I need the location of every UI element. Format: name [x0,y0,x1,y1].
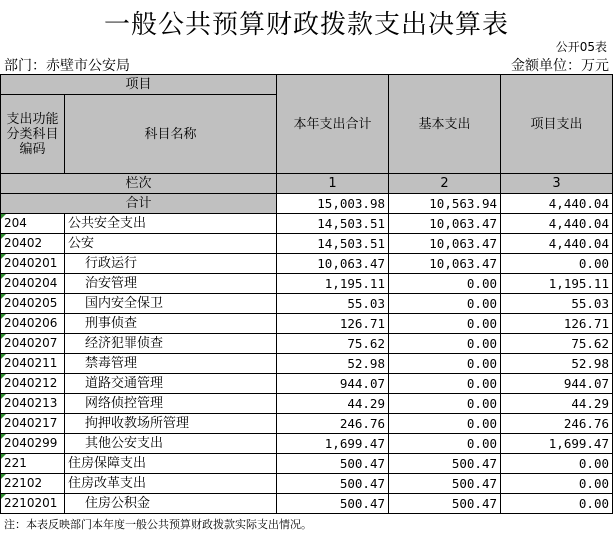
row-code: 20402 [1,234,65,254]
row-project: 0.00 [501,474,613,494]
header-col3: 3 [501,174,613,194]
row-basic: 0.00 [389,414,501,434]
row-project: 0.00 [501,454,613,474]
row-code: 2040201 [1,254,65,274]
row-name: 国内安全保卫 [65,294,277,314]
row-name: 其他公安支出 [65,434,277,454]
row-basic: 0.00 [389,314,501,334]
row-project: 75.62 [501,334,613,354]
table-row [1,414,613,434]
row-code: 2040217 [1,414,65,434]
row-project: 55.03 [501,294,613,314]
row-name: 刑事侦查 [65,314,277,334]
row-basic: 500.47 [389,454,501,474]
row-name: 住房公积金 [65,494,277,514]
row-project: 944.07 [501,374,613,394]
row-basic: 0.00 [389,294,501,314]
table-row [1,334,613,354]
row-project: 4,440.04 [501,214,613,234]
row-total: 1,195.11 [277,274,389,294]
table-row [1,434,613,454]
row-project: 246.76 [501,414,613,434]
total-project: 4,440.04 [501,194,613,214]
row-total: 52.98 [277,354,389,374]
row-project: 44.29 [501,394,613,414]
row-name: 禁毒管理 [65,354,277,374]
header-project: 项目 [1,75,277,95]
table-row [1,354,613,374]
total-label: 合计 [1,194,277,214]
header-basic: 基本支出 [389,75,501,174]
row-code: 2040207 [1,334,65,354]
row-project: 126.71 [501,314,613,334]
header-col1: 1 [277,174,389,194]
row-basic: 0.00 [389,434,501,454]
table-row [1,474,613,494]
row-total: 10,063.47 [277,254,389,274]
row-project: 4,440.04 [501,234,613,254]
row-project: 0.00 [501,254,613,274]
header-col2: 2 [389,174,501,194]
table-row [1,254,613,274]
table-row [1,394,613,414]
row-name: 治安管理 [65,274,277,294]
row-total: 14,503.51 [277,234,389,254]
row-name: 公安 [65,234,277,254]
row-total: 75.62 [277,334,389,354]
header-name: 科目名称 [65,95,277,174]
row-name: 住房保障支出 [65,454,277,474]
row-code: 2040213 [1,394,65,414]
department-label: 部门：赤壁市公安局 [4,58,130,74]
row-basic: 10,063.47 [389,254,501,274]
table-row [1,294,613,314]
footnote: 注：本表反映部门本年度一般公共预算财政拨款实际支出情况。 [4,518,312,531]
row-code: 22102 [1,474,65,494]
row-code: 2040211 [1,354,65,374]
row-name: 经济犯罪侦查 [65,334,277,354]
row-basic: 500.47 [389,474,501,494]
row-code: 2040205 [1,294,65,314]
row-code: 221 [1,454,65,474]
row-name: 行政运行 [65,254,277,274]
row-total: 246.76 [277,414,389,434]
row-total: 44.29 [277,394,389,414]
header-total: 本年支出合计 [277,75,389,174]
table-row [1,494,613,514]
row-code: 2210201 [1,494,65,514]
row-basic: 0.00 [389,374,501,394]
row-basic: 10,063.47 [389,234,501,254]
header-code: 支出功能分类科目编码 [1,95,65,174]
row-total: 126.71 [277,314,389,334]
row-total: 14,503.51 [277,214,389,234]
row-code: 2040204 [1,274,65,294]
row-project: 52.98 [501,354,613,374]
row-basic: 0.00 [389,274,501,294]
table-row [1,374,613,394]
row-total: 500.47 [277,474,389,494]
table-row [1,454,613,474]
total-basic: 10,563.94 [389,194,501,214]
row-code: 204 [1,214,65,234]
row-basic: 500.47 [389,494,501,514]
row-total: 1,699.47 [277,434,389,454]
row-project: 0.00 [501,494,613,514]
row-project: 1,195.11 [501,274,613,294]
row-name: 网络侦控管理 [65,394,277,414]
table-row [1,274,613,294]
row-total: 500.47 [277,454,389,474]
total-row [1,194,613,214]
row-name: 住房改革支出 [65,474,277,494]
row-code: 2040299 [1,434,65,454]
row-total: 944.07 [277,374,389,394]
row-name: 拘押收教场所管理 [65,414,277,434]
table-row [1,314,613,334]
row-project: 1,699.47 [501,434,613,454]
row-total: 55.03 [277,294,389,314]
row-basic: 0.00 [389,334,501,354]
unit-label: 金额单位：万元 [511,58,609,74]
expenditure-table [0,74,613,514]
total-amount: 15,003.98 [277,194,389,214]
row-name: 道路交通管理 [65,374,277,394]
row-basic: 10,063.47 [389,214,501,234]
row-basic: 0.00 [389,354,501,374]
header-project-expenditure: 项目支出 [501,75,613,174]
row-basic: 0.00 [389,394,501,414]
table-row [1,234,613,254]
header-sequence: 栏次 [1,174,277,194]
row-name: 公共安全支出 [65,214,277,234]
row-total: 500.47 [277,494,389,514]
table-row [1,214,613,234]
form-number: 公开05表 [555,40,607,54]
row-code: 2040212 [1,374,65,394]
row-code: 2040206 [1,314,65,334]
report-title: 一般公共预算财政拨款支出决算表 [103,10,509,40]
